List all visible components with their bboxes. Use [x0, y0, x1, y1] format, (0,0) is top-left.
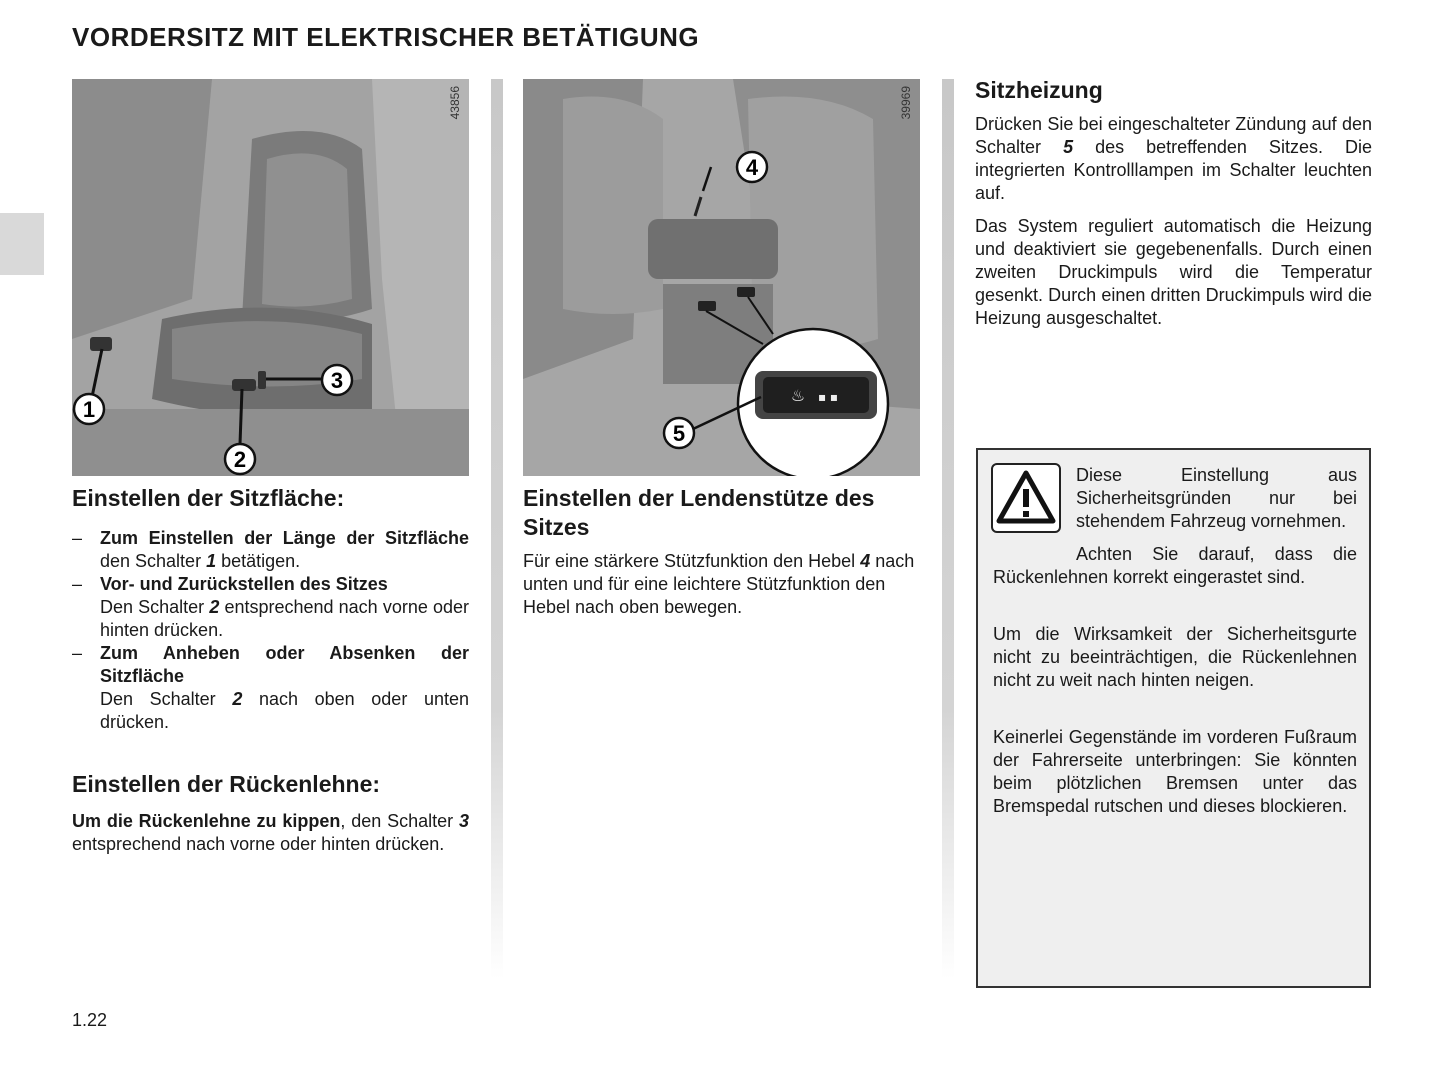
warning-text-2: Achten Sie darauf, dass die Rückenlehnen korrekt eingerastet sind. — [993, 544, 1357, 587]
lumbar-heating-figure — [523, 79, 920, 476]
seat-heating-heading: Sitzheizung — [975, 77, 1103, 103]
callout-4 — [737, 152, 767, 182]
list-item: – Zum Einstellen der Länge der Sitzfläche den Schalter 1 betätigen. — [72, 528, 469, 571]
backrest-heading: Einstellen der Rückenlehne: — [72, 771, 381, 797]
callout-3 — [322, 365, 352, 395]
seat-controls-figure — [72, 79, 469, 476]
svg-text:2: 2 — [233, 447, 247, 472]
svg-text:5: 5 — [672, 421, 686, 446]
seat-heating-text-2: Das System reguliert automatisch die Heizung und deaktiviert sie gegebenenfalls. Durch einen zweiten Druckimpuls wird die Temperatur gesenkt. Durch einen dritten Druckimpuls wird die Heizung ausgeschaltet. — [975, 216, 1372, 328]
warning-text-4: Keinerlei Gegenstände im vorderen Fußraum der Fahrerseite unterbringen: Sie könnten beim plötzlichen Bremsen unter das Bremspedal rutschen und dieses blockieren. — [993, 727, 1357, 816]
figure-id: 43856 — [448, 86, 462, 120]
page-number: 1.22 — [72, 1010, 108, 1030]
svg-text:1: 1 — [82, 397, 96, 422]
warning-box — [976, 448, 1371, 988]
svg-text:4: 4 — [745, 155, 759, 180]
warning-text-3: Um die Wirksamkeit der Sicherheitsgurte nicht zu beeinträchtigen, die Rückenlehnen nicht zu weit nach hinten neigen. — [993, 624, 1357, 690]
seat-adjust-list — [72, 527, 469, 734]
list-item: – Zum Anheben oder Absenken der Sitzfläche Den Schalter 2 nach oben oder unten drücken. — [72, 643, 469, 732]
column-2 — [523, 484, 920, 619]
figure-id: 39969 — [899, 86, 913, 120]
warning-icon — [991, 463, 1061, 533]
lumbar-heading: Einstellen der Lendenstütze des Sitzes — [523, 485, 875, 540]
page-title: VORDERSITZ MIT ELEKTRISCHER BETÄTIGUNG — [72, 22, 700, 52]
column-1 — [72, 484, 469, 856]
warning-text-1: Diese Einstellung aus Sicherheitsgründen nur bei stehendem Fahrzeug vornehmen. — [1076, 465, 1357, 531]
svg-text:▪ ▪: ▪ ▪ — [817, 390, 839, 404]
lumbar-text: Für eine stärkere Stützfunktion den Hebel 4 nach unten und für eine leichtere Stützfunktion den Hebel nach oben bewegen. — [523, 551, 915, 617]
svg-text:3: 3 — [330, 368, 344, 393]
seat-heating-text-1: Drücken Sie bei eingeschalteter Zündung auf den Schalter 5 des betreffenden Sitzes. Die integrierten Kontrolllampen im Schalter leuchten auf. — [975, 114, 1372, 203]
column-divider — [491, 79, 503, 979]
column-divider — [942, 79, 954, 979]
section-tab — [0, 213, 44, 275]
backrest-text: Um die Rückenlehne zu kippen, den Schalter 3 entsprechend nach vorne oder hinten drücken. — [72, 811, 469, 854]
svg-text:♨: ♨ — [790, 386, 806, 405]
list-item: – Vor- und Zurückstellen des Sitzes Den Schalter 2 entsprechend nach vorne oder hinten drücken. — [72, 574, 469, 640]
callout-5 — [664, 418, 694, 448]
callout-1 — [74, 394, 104, 424]
callout-2 — [225, 444, 255, 474]
column-3 — [975, 76, 1372, 330]
seat-surface-heading: Einstellen der Sitzfläche: — [72, 485, 345, 511]
